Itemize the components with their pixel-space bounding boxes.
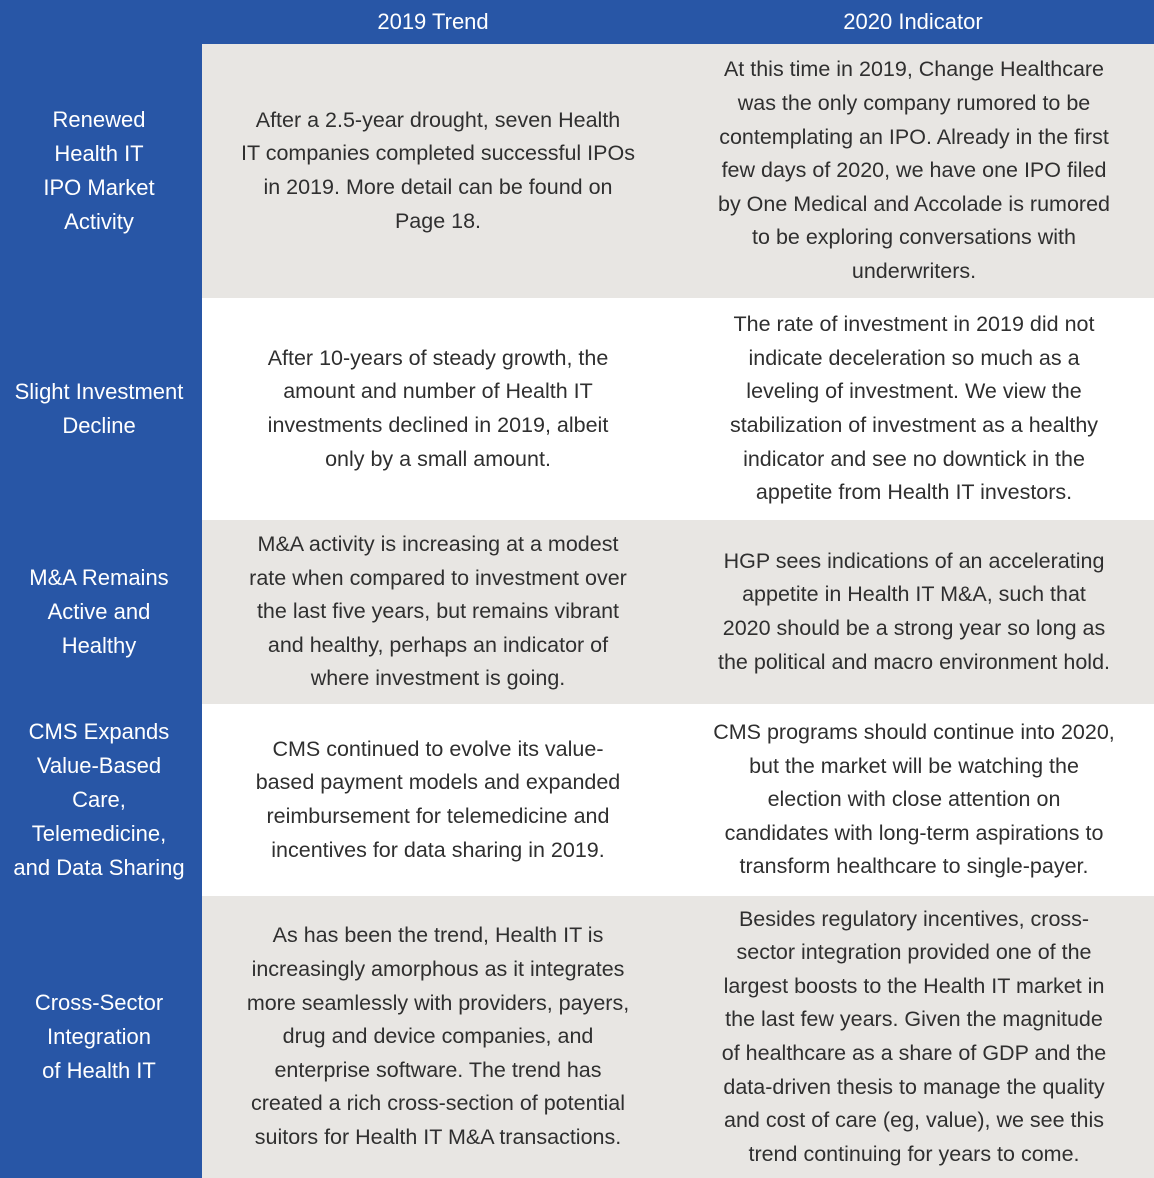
indicator-cell: CMS programs should continue into 2020, but the market will be watching the election with close attention on candidates with long-term aspirations to transform healthcare to single-payer. [674,708,1154,892]
trend-cell: After 10-years of steady growth, the amount and number of Health IT investments declined in 2019, albeit only by a small amount. [202,302,674,516]
table-header [0,0,1154,44]
trend-cell: As has been the trend, Health IT is increasingly amorphous as it integrates more seamlessly with providers, payers, drug and device companies, and enterprise software. The trend has created a rich cross-section of potential suitors for Health IT M&A transactions. [202,896,674,1178]
trend-cell: M&A activity is increasing at a modest rate when compared to investment over the last five years, but remains vibrant and healthy, perhaps an indicator of where investment is going. [202,520,674,704]
row-label: CMS Expands Value-Based Care, Telemedicine, and Data Sharing [13,719,185,880]
indicator-cell: At this time in 2019, Change Healthcare was the only company rumored to be contemplating an IPO. Already in the first few days of 2020, we have one IPO filed by One Medical and Accolade is rumored to be exploring conversations with underwriters. [674,44,1154,298]
table-row [0,896,1154,1178]
column-header-2019-trend: 2019 Trend [377,9,489,34]
row-label: Cross-Sector Integration of Health IT [34,990,164,1083]
indicator-cell: The rate of investment in 2019 did not indicate deceleration so much as a leveling of investment. We view the stabilization of investment as a healthy indicator and see no downtick in the appetite from Health IT investors. [674,302,1154,516]
row-label: M&A Remains Active and Healthy [29,565,169,658]
trend-cell: After a 2.5-year drought, seven Health IT companies completed successful IPOs in 2019. More detail can be found on Page 18. [202,44,674,298]
table-row [0,302,1154,516]
table-row [0,708,1154,892]
table-row [0,44,1154,298]
row-label: Renewed Health IT IPO Market Activity [43,107,155,234]
column-header-2020-indicator: 2020 Indicator [843,9,983,34]
indicator-cell: HGP sees indications of an accelerating appetite in Health IT M&A, such that 2020 should be a strong year so long as the political and macro environment hold. [674,520,1154,704]
indicator-cell: Besides regulatory incentives, cross- sector integration provided one of the largest boosts to the Health IT market in the last few years. Given the magnitude of healthcare as a share of GDP and the data-driven thesis to manage the quality and cost of care (eg, value), we see this trend continuing for years to come. [674,896,1154,1178]
trend-cell: CMS continued to evolve its value- based payment models and expanded reimbursement for telemedicine and incentives for data sharing in 2019. [202,708,674,892]
row-label: Slight Investment Decline [14,379,184,438]
table-row [0,520,1154,704]
